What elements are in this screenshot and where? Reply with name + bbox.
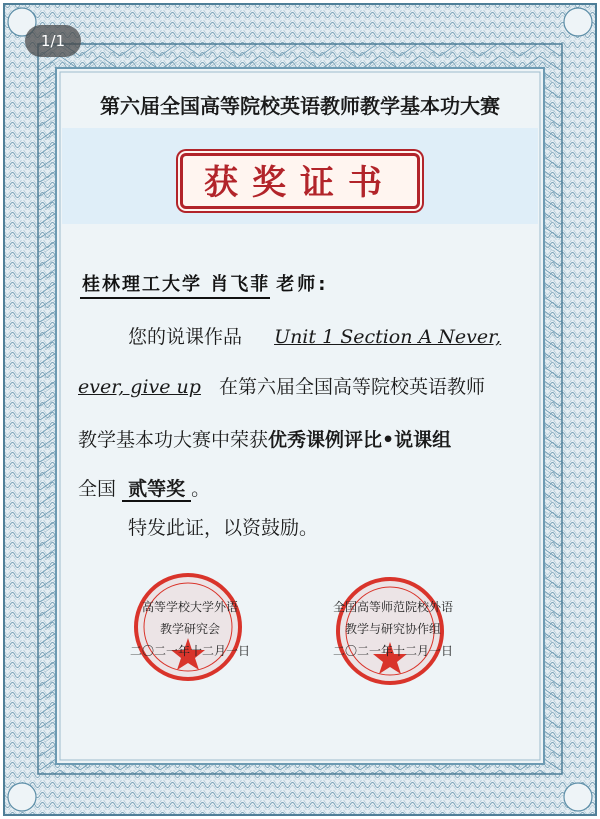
body-text: 教学基本功大赛中荣获 bbox=[78, 429, 269, 451]
issuer-2-date: 二〇二一年十二月一日 bbox=[332, 644, 453, 658]
recipient-line bbox=[80, 270, 328, 296]
body-line-2 bbox=[78, 372, 485, 399]
issuer-1 bbox=[120, 596, 260, 662]
issuer-1-name-line2: 教学研究会 bbox=[159, 622, 220, 636]
body-line-4 bbox=[78, 474, 210, 501]
issuer-2-name-line2: 教学与研究协作组 bbox=[344, 622, 441, 636]
page-indicator: 1/1 bbox=[25, 25, 81, 57]
body-line-1 bbox=[128, 322, 501, 349]
work-title: Unit 1 Section A Never, bbox=[274, 326, 502, 348]
event-title: 第六届全国高等院校英语教师教学基本功大赛 bbox=[100, 94, 500, 118]
body-text: 您的说课作品 bbox=[128, 326, 243, 348]
issuer-2-name: 全国高等师范院校外语 bbox=[332, 600, 453, 614]
recipient-title: 老师: bbox=[276, 274, 329, 295]
issuer-1-date: 二〇二一年十二月一日 bbox=[129, 644, 250, 658]
certificate-heading: 获奖证书 bbox=[204, 163, 396, 203]
issuer-1-name: 高等学校大学外语 bbox=[141, 600, 238, 614]
work-title-continued: ever, give up bbox=[78, 376, 201, 398]
body-text: 全国 bbox=[78, 478, 117, 500]
body-text: 。 bbox=[191, 478, 211, 500]
recipient-name: 桂林理工大学 肖飞菲 bbox=[80, 274, 270, 299]
closing-line: 特发此证，以资鼓励。 bbox=[128, 517, 319, 539]
award-level: 贰等奖 bbox=[122, 478, 191, 502]
body-text: 在第六届全国高等院校英语教师 bbox=[219, 376, 486, 398]
issuer-2 bbox=[318, 596, 468, 662]
award-category: 优秀课例评比•说课组 bbox=[268, 429, 452, 451]
body-line-3 bbox=[78, 425, 451, 452]
